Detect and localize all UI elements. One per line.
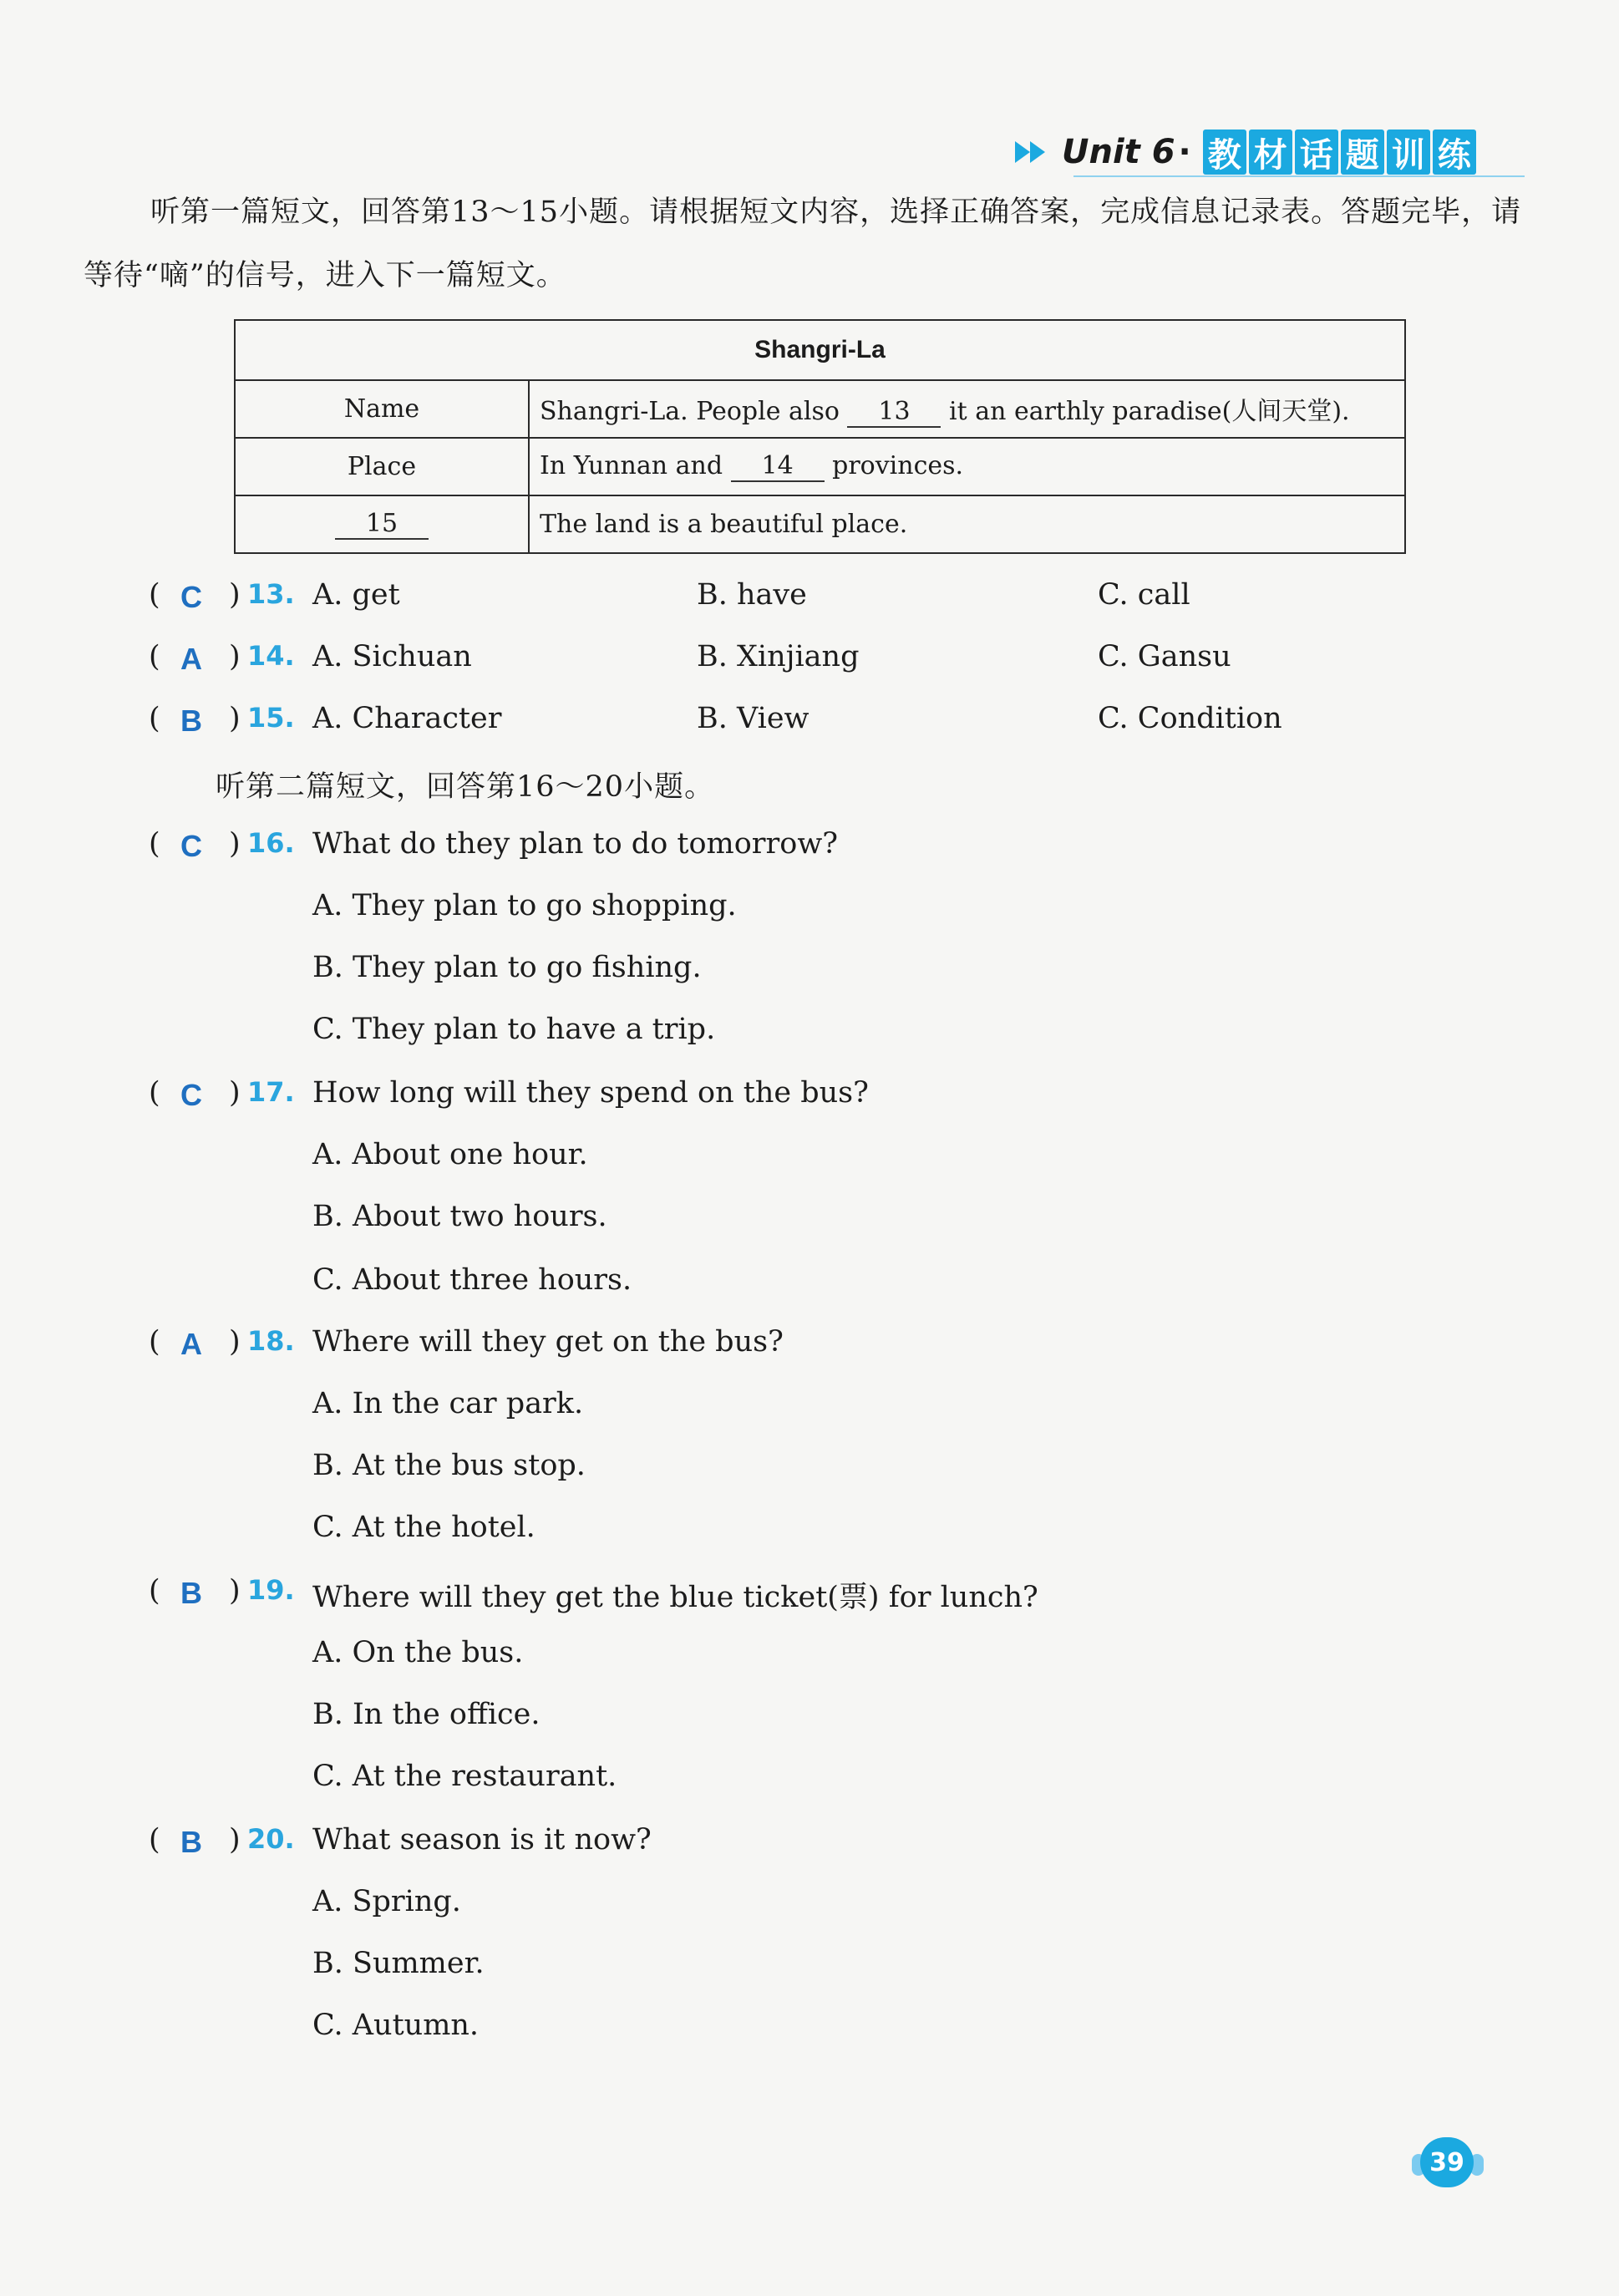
topic-char: 材 — [1249, 130, 1292, 175]
paren-open: ( — [149, 1076, 160, 1110]
option: C. At the hotel. — [312, 1511, 535, 1544]
question-number: 20. — [247, 1823, 295, 1855]
option: C. Condition — [1098, 702, 1282, 735]
option: A. get — [312, 578, 400, 612]
paren-close: ) — [229, 640, 241, 673]
table-title: Shangri-La — [235, 320, 1405, 380]
table-row — [235, 495, 1405, 553]
answer-letter: B — [180, 704, 202, 738]
option: A. About one hour. — [312, 1138, 588, 1171]
unit-header — [1015, 125, 1479, 179]
question-17 — [149, 1076, 1485, 1118]
paren-close: ) — [229, 1325, 241, 1359]
table-cell-content — [529, 438, 1405, 495]
option: C. They plan to have a trip. — [312, 1013, 716, 1046]
option: B. At the bus stop. — [312, 1449, 586, 1482]
answer-letter: A — [180, 1327, 202, 1361]
cell-text: The land is a beautiful place. — [540, 510, 908, 539]
option: B. View — [697, 702, 810, 735]
paren-close: ) — [229, 1823, 241, 1857]
paren-open: ( — [149, 1325, 160, 1359]
question-text: What season is it now? — [312, 1823, 652, 1857]
paren-open: ( — [149, 827, 160, 861]
option: B. Xinjiang — [697, 640, 860, 673]
paren-close: ) — [229, 827, 241, 861]
option: C. About three hours. — [312, 1263, 632, 1297]
question-text: How long will they spend on the bus? — [312, 1076, 869, 1110]
option: A. They plan to go shopping. — [312, 889, 737, 922]
answer-blank-15: 15 — [335, 509, 429, 540]
table-cell-content — [529, 495, 1405, 553]
cell-text: In Yunnan and — [540, 451, 723, 480]
paren-close: ) — [229, 1574, 241, 1608]
question-number: 13. — [247, 578, 295, 610]
table-cell-label: Name — [235, 380, 529, 438]
page-number: 39 — [1420, 2137, 1474, 2187]
answer-blank-14: 14 — [731, 451, 825, 482]
option: C. At the restaurant. — [312, 1760, 617, 1793]
question-number: 14. — [247, 640, 295, 672]
question-text: Where will they get the blue ticket(票) for lunch? — [312, 1581, 1038, 1614]
topic-char: 题 — [1341, 130, 1384, 175]
answer-blank-13: 13 — [847, 397, 941, 428]
paren-open: ( — [149, 702, 160, 735]
cell-text: it an earthly paradise(人间天堂). — [949, 397, 1350, 426]
topic-char: 教 — [1203, 130, 1246, 175]
option: A. On the bus. — [312, 1636, 524, 1669]
option: B. They plan to go fishing. — [312, 951, 702, 984]
paren-open: ( — [149, 1823, 160, 1857]
answer-letter: B — [180, 1825, 202, 1859]
answer-letter: C — [180, 1078, 202, 1112]
question-text: What do they plan to do tomorrow? — [312, 827, 839, 861]
unit-separator: · — [1178, 133, 1191, 171]
question-text: Where will they get on the bus? — [312, 1325, 784, 1359]
table-cell-label — [235, 495, 529, 553]
answer-letter: C — [180, 829, 202, 863]
question-18 — [149, 1325, 1485, 1367]
option: B. In the office. — [312, 1698, 541, 1731]
section1-instruction — [84, 180, 1529, 307]
table-cell-content — [529, 380, 1405, 438]
question-number: 17. — [247, 1076, 295, 1108]
question-number: 18. — [247, 1325, 295, 1357]
paren-open: ( — [149, 640, 160, 673]
paren-close: ) — [229, 702, 241, 735]
table-row — [235, 438, 1405, 495]
paren-close: ) — [229, 578, 241, 612]
question-number: 19. — [247, 1574, 295, 1606]
answer-letter: B — [180, 1576, 202, 1610]
section1-instruction-text: 听第一篇短文，回答第13～15小题。请根据短文内容，选择正确答案，完成信息记录表。答题完毕，请等待“嘀”的信号，进入下一篇短文。 — [84, 196, 1522, 292]
topic-char: 练 — [1433, 130, 1476, 175]
paren-close: ) — [229, 1076, 241, 1110]
option: B. About two hours. — [312, 1200, 607, 1233]
section2-instruction: 听第二篇短文，回答第16～20小题。 — [216, 770, 715, 804]
unit-label: Unit 6 — [1062, 133, 1175, 171]
option: A. Spring. — [312, 1885, 461, 1918]
topic-char: 训 — [1387, 130, 1430, 175]
option: A. Sichuan — [312, 640, 472, 673]
option: C. Autumn. — [312, 2009, 480, 2042]
question-16 — [149, 827, 1485, 869]
page-number-badge — [1412, 2129, 1484, 2196]
paren-open: ( — [149, 578, 160, 612]
cell-text: Shangri-La. People also — [540, 397, 840, 426]
option: B. Summer. — [312, 1947, 485, 1980]
answer-letter: A — [180, 642, 202, 676]
cell-text: provinces. — [832, 451, 964, 480]
header-underline — [1073, 175, 1525, 177]
option: A. In the car park. — [312, 1387, 584, 1420]
question-19 — [149, 1574, 1485, 1616]
info-table — [234, 319, 1406, 554]
option: C. call — [1098, 578, 1190, 612]
table-row — [235, 380, 1405, 438]
question-number: 16. — [247, 827, 295, 859]
paren-open: ( — [149, 1574, 160, 1608]
option: A. Character — [312, 702, 502, 735]
question-number: 15. — [247, 702, 295, 734]
topic-char: 话 — [1295, 130, 1338, 175]
table-cell-label: Place — [235, 438, 529, 495]
topic-title — [1203, 130, 1479, 175]
question-20 — [149, 1823, 1485, 1865]
answer-letter: C — [180, 580, 202, 614]
option: C. Gansu — [1098, 640, 1231, 673]
option: B. have — [697, 578, 807, 612]
double-arrow-icon — [1015, 140, 1050, 165]
